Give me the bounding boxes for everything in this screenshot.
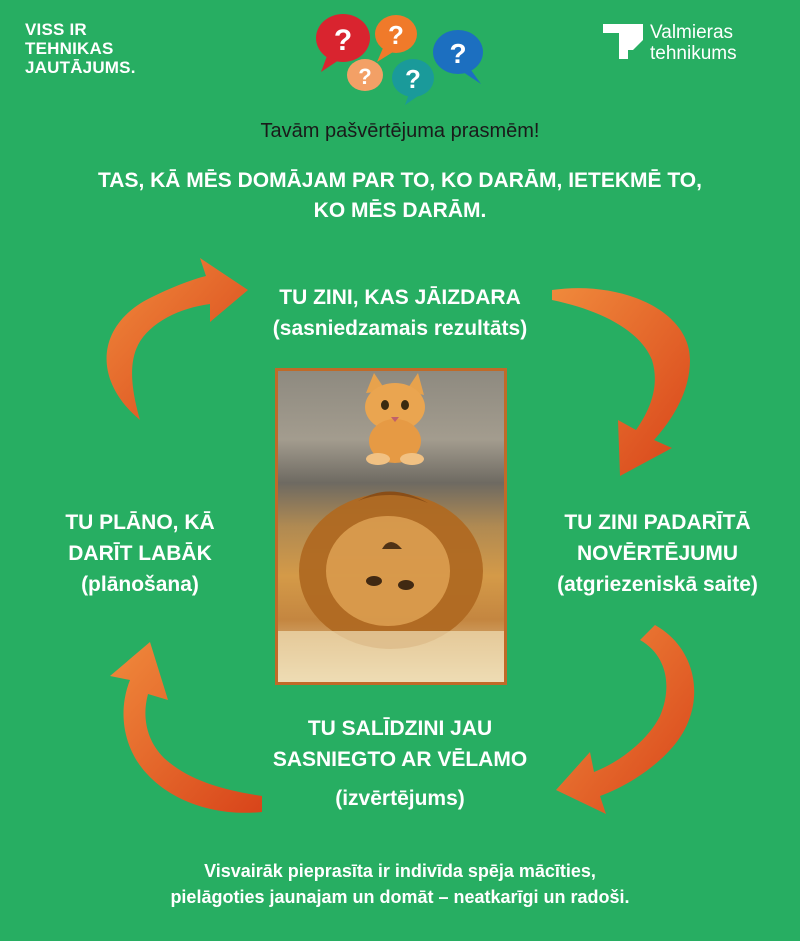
kitten-lion-illustration <box>278 371 504 682</box>
step-label: SASNIEGTO AR VĒLAMO <box>272 748 528 771</box>
kitten-lion-reflection-image <box>275 368 507 685</box>
brand-right-line: tehnikums <box>650 43 737 64</box>
cycle-step-goal <box>200 282 600 344</box>
step-label: TU PLĀNO, KĀ <box>65 511 215 534</box>
valmieras-tehnikums-brand <box>603 18 793 68</box>
step-label: TU ZINI, KAS JĀIZDARA <box>279 286 521 309</box>
brand-left-line: VISS IR <box>25 20 87 39</box>
question-bubbles-logo <box>313 10 488 105</box>
speech-bubble-icon <box>433 30 483 84</box>
subtitle: Tavām pašvērtējuma prasmēm! <box>260 120 540 142</box>
headline-line: TAS, KĀ MĒS DOMĀJAM PAR TO, KO DARĀM, IETEKMĒ TO, <box>98 169 702 192</box>
step-label: NOVĒRTĒJUMU <box>576 542 739 565</box>
step-note: (sasniedzamais rezultāts) <box>272 317 528 340</box>
bubble-question-mark: ? <box>333 24 353 57</box>
kitten-icon <box>365 373 425 465</box>
step-label: TU ZINI PADARĪTĀ <box>564 511 751 534</box>
footer-statement <box>0 858 800 910</box>
speech-bubble-icon <box>392 59 434 105</box>
headline <box>0 166 800 226</box>
brand-right-name <box>650 22 737 64</box>
footer-line: Visvairāk pieprasīta ir indivīda spēja mācīties, <box>204 861 596 881</box>
speech-bubble-icon <box>375 15 417 62</box>
viss-ir-tehnikas-jautajums-brand <box>25 20 225 77</box>
headline-line: KO MĒS DARĀM. <box>313 199 487 222</box>
cycle-step-planning <box>10 507 270 600</box>
step-label: DARĪT LABĀK <box>68 542 212 565</box>
cycle-step-evaluation <box>200 713 600 814</box>
brand-right-line: Valmieras <box>650 22 734 43</box>
cycle-step-feedback <box>515 507 800 600</box>
speech-bubble-icon <box>347 59 383 91</box>
step-note: (atgriezeniskā saite) <box>557 573 758 596</box>
step-note: (plānošana) <box>81 573 199 596</box>
brand-left-line: JAUTĀJUMS. <box>25 58 136 77</box>
valmieras-t-logo-icon <box>603 20 645 64</box>
bubble-question-mark: ? <box>388 20 404 50</box>
bubble-question-mark: ? <box>358 64 372 89</box>
bubble-question-mark: ? <box>449 38 467 69</box>
footer-line: pielāgoties jaunajam un domāt – neatkarīgi un radoši. <box>170 887 630 907</box>
step-label: TU SALĪDZINI JAU <box>307 717 493 740</box>
brand-left-line: TEHNIKAS <box>25 39 114 58</box>
step-note: (izvērtējums) <box>335 787 465 810</box>
lion-reflection-icon <box>278 491 504 682</box>
bubble-question-mark: ? <box>405 64 421 94</box>
